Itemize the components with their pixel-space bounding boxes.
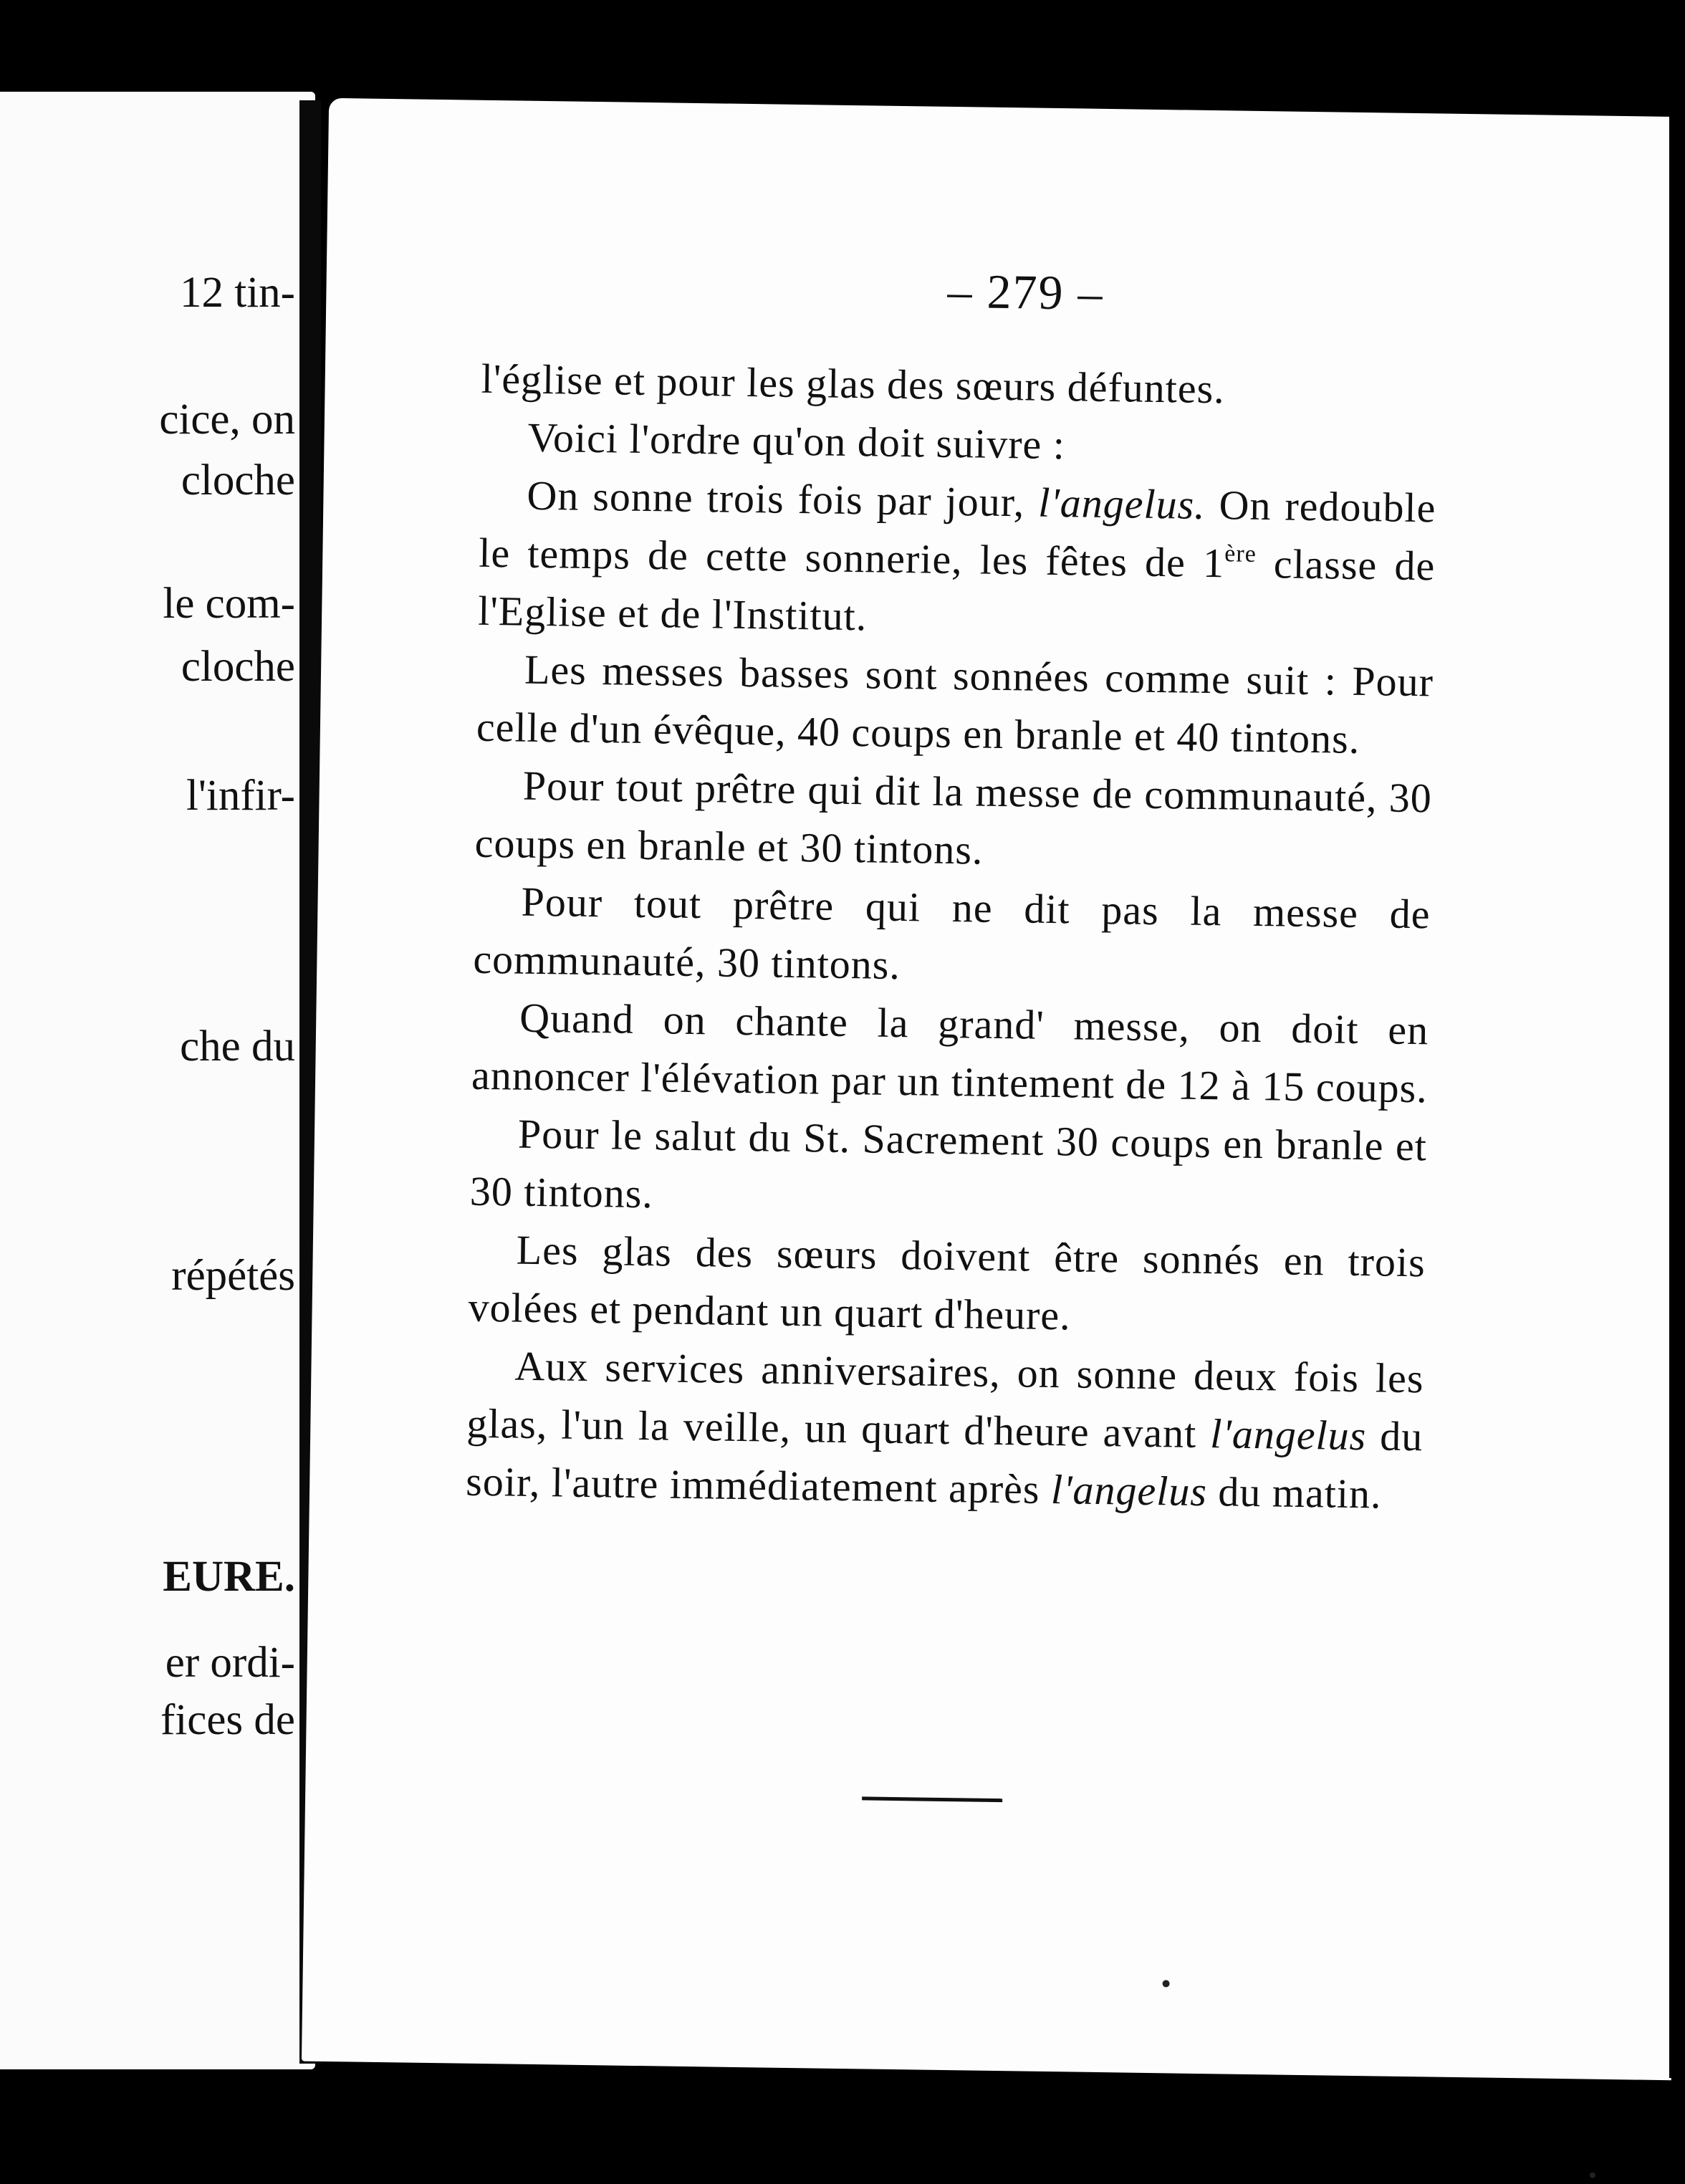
left-page-fragment: 12 tin-: [180, 269, 295, 317]
left-page-fragment: er ordi-: [165, 1639, 295, 1687]
paragraph-continuation: l'église et pour les glas des sœurs défuntes.: [481, 355, 1226, 413]
left-page-fragment: répétés: [171, 1252, 295, 1300]
left-page-fragment: cloche: [181, 456, 295, 504]
text-run: du soir, l'autre immédiatement après: [465, 1412, 1424, 1513]
text-run: classe de l'Eglise et de l'Institut.: [477, 540, 1436, 640]
left-page-fragment: cice, on: [159, 396, 295, 444]
left-page-fragment: che du: [180, 1022, 295, 1071]
text-run: Aux services anniversaires, on sonne deux fois les glas, l'un la veille, un quart d'heure avant: [466, 1342, 1424, 1457]
ink-speck: [1590, 2173, 1595, 2178]
paragraph-anniversaries: [466, 1336, 1424, 1524]
page-body: [466, 350, 1438, 1523]
left-page-fragment: cloche: [181, 643, 295, 691]
left-page-fragment: EURE.: [163, 1553, 295, 1601]
paragraph-community-mass: Pour tout prêtre qui dit la messe de communauté, 30 coups en branle et 30 tintons.: [474, 762, 1433, 873]
italic-term: l'angelus.: [1037, 479, 1206, 528]
paragraph-angelus: [478, 466, 1436, 653]
ink-speck: [1163, 1980, 1170, 1987]
superscript: ère: [1224, 540, 1257, 567]
text-run: On redouble le temps de cette sonnerie, les fêtes de 1: [478, 481, 1436, 587]
text-run: On sonne trois fois par jour,: [527, 471, 1039, 526]
section-end-rule: [862, 1796, 1002, 1802]
left-page-fragment: le com-: [163, 580, 295, 628]
italic-term: l'angelus: [1209, 1410, 1367, 1460]
paragraph-knells: Les glas des sœurs doivent être sonnés en trois volées et pendant un quart d'heure.: [468, 1226, 1426, 1339]
paragraph-benediction: Pour le salut du St. Sacrement 30 coups en branle et 30 tintons.: [469, 1110, 1428, 1217]
paragraph-intro: Voici l'ordre qu'on doit suivre :: [527, 413, 1066, 469]
paragraph-other-mass: Pour tout prêtre qui ne dit pas la messe de communauté, 30 tintons.: [473, 878, 1431, 989]
right-page: [302, 98, 1685, 2080]
left-page-fragment: fices de: [160, 1696, 295, 1744]
left-page: [0, 92, 315, 2069]
italic-term: l'angelus: [1050, 1466, 1208, 1515]
paragraph-high-mass: Quand on chante la grand' messe, on doit en annoncer l'élévation par un tintement de 12 à 15 coups.: [471, 994, 1429, 1112]
page-number: – 279 –: [947, 263, 1105, 320]
left-page-fragment: l'infir-: [186, 772, 295, 820]
page-edge-shadow: [1669, 100, 1685, 2078]
paragraph-low-masses: Les messes basses sont sonnées comme suit : Pour celle d'un évêque, 40 coups en branle et 40 tintons.: [476, 646, 1434, 762]
text-run: du matin.: [1206, 1468, 1382, 1518]
